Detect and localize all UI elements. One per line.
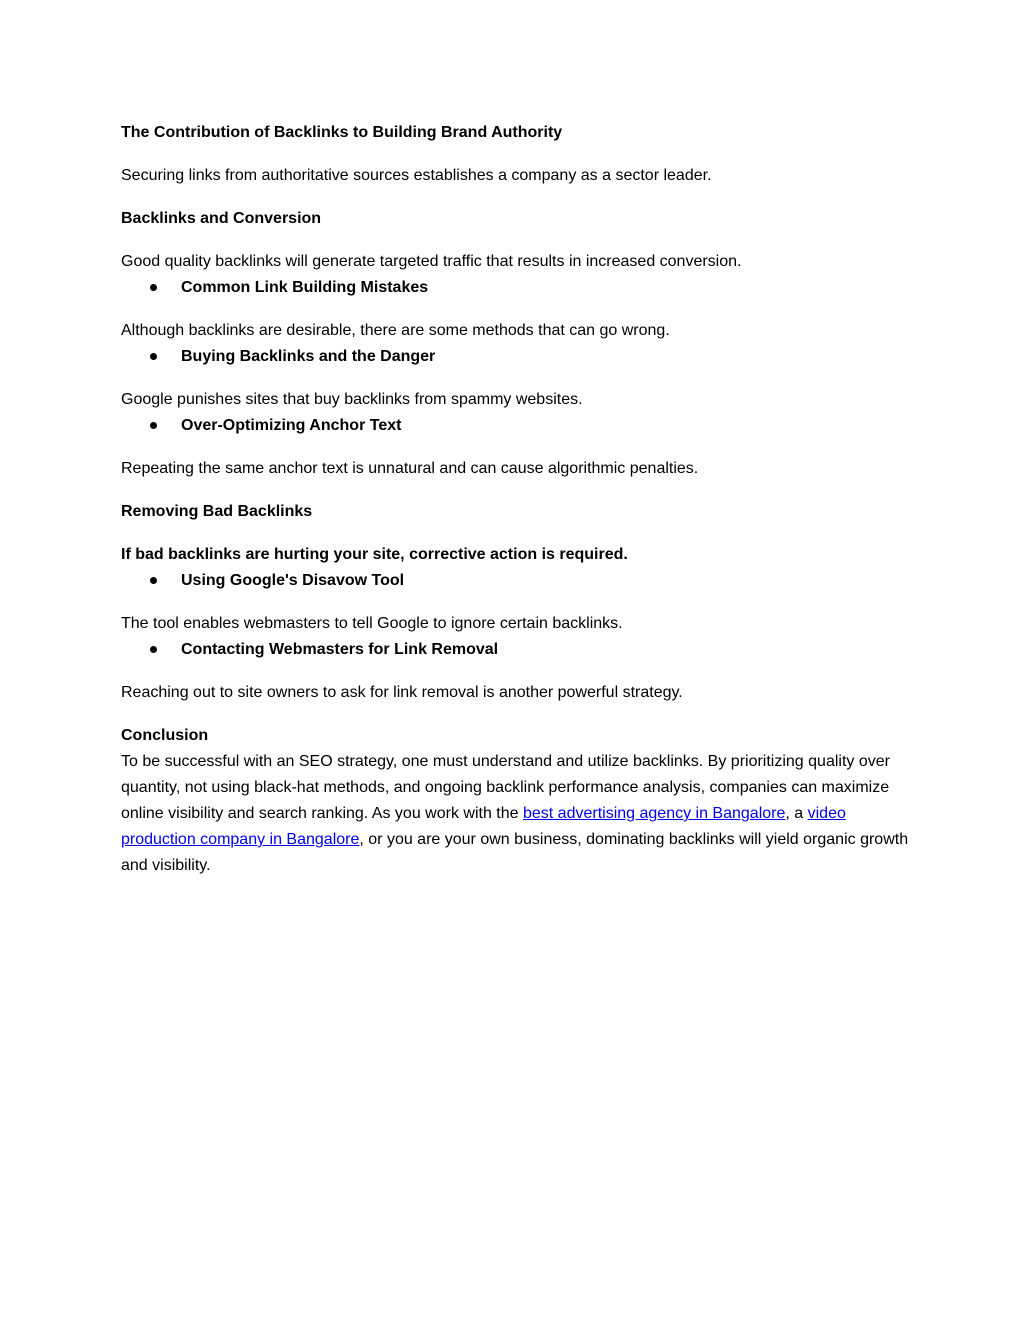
paragraph-backlinks-conversion: Good quality backlinks will generate targeted traffic that results in increased conversion. bbox=[121, 253, 742, 270]
bullet-label: Using Google's Disavow Tool bbox=[181, 572, 405, 589]
bullet-icon bbox=[150, 284, 157, 291]
paragraph-common-mistakes: Although backlinks are desirable, there are some methods that can go wrong. bbox=[121, 322, 670, 339]
paragraph-contacting-webmasters: Reaching out to site owners to ask for link removal is another powerful strategy. bbox=[121, 684, 683, 701]
bullet-label: Common Link Building Mistakes bbox=[181, 279, 429, 296]
advertising-agency-link[interactable]: best advertising agency in Bangalore bbox=[522, 805, 786, 822]
paragraph-disavow-tool: The tool enables webmasters to tell Google to ignore certain backlinks. bbox=[121, 615, 623, 632]
conclusion-text-part-2: , a bbox=[785, 805, 808, 822]
paragraph-anchor-text: Repeating the same anchor text is unnatural and can cause algorithmic penalties. bbox=[121, 460, 699, 477]
conclusion-text-part-3: , or you are your own business, dominating backlinks will yield organic growth and visibility. bbox=[121, 831, 909, 874]
bullet-icon bbox=[150, 577, 157, 584]
bullet-label: Over-Optimizing Anchor Text bbox=[181, 417, 402, 434]
bullet-item-common-mistakes bbox=[121, 275, 911, 301]
heading-removing-bad-backlinks: Removing Bad Backlinks bbox=[121, 503, 313, 520]
heading-corrective-action: If bad backlinks are hurting your site, corrective action is required. bbox=[121, 546, 628, 563]
bullet-label: Buying Backlinks and the Danger bbox=[181, 348, 436, 365]
heading-conclusion: Conclusion bbox=[121, 727, 209, 744]
document-body bbox=[121, 120, 911, 879]
paragraph-conclusion bbox=[121, 749, 911, 879]
bullet-item-buying-backlinks bbox=[121, 344, 911, 370]
heading-brand-authority: The Contribution of Backlinks to Building Brand Authority bbox=[121, 124, 563, 141]
heading-backlinks-conversion: Backlinks and Conversion bbox=[121, 210, 322, 227]
bullet-icon bbox=[150, 353, 157, 360]
bullet-icon bbox=[150, 646, 157, 653]
bullet-item-disavow-tool bbox=[121, 568, 911, 594]
bullet-label: Contacting Webmasters for Link Removal bbox=[181, 641, 499, 658]
bullet-icon bbox=[150, 422, 157, 429]
paragraph-buying-backlinks: Google punishes sites that buy backlinks from spammy websites. bbox=[121, 391, 583, 408]
conclusion-text-part-1: To be successful with an SEO strategy, one must understand and utilize backlinks. By prioritizing quality over quantity, not using black-hat methods, and ongoing backlink performance analysis, companies can maximize online visibility and search ranking. As you work with the bbox=[121, 753, 890, 822]
bullet-item-contacting-webmasters bbox=[121, 637, 911, 663]
bullet-item-anchor-text bbox=[121, 413, 911, 439]
video-production-link[interactable]: video production company in Bangalore bbox=[121, 805, 846, 848]
paragraph-brand-authority: Securing links from authoritative sources establishes a company as a sector leader. bbox=[121, 167, 712, 184]
